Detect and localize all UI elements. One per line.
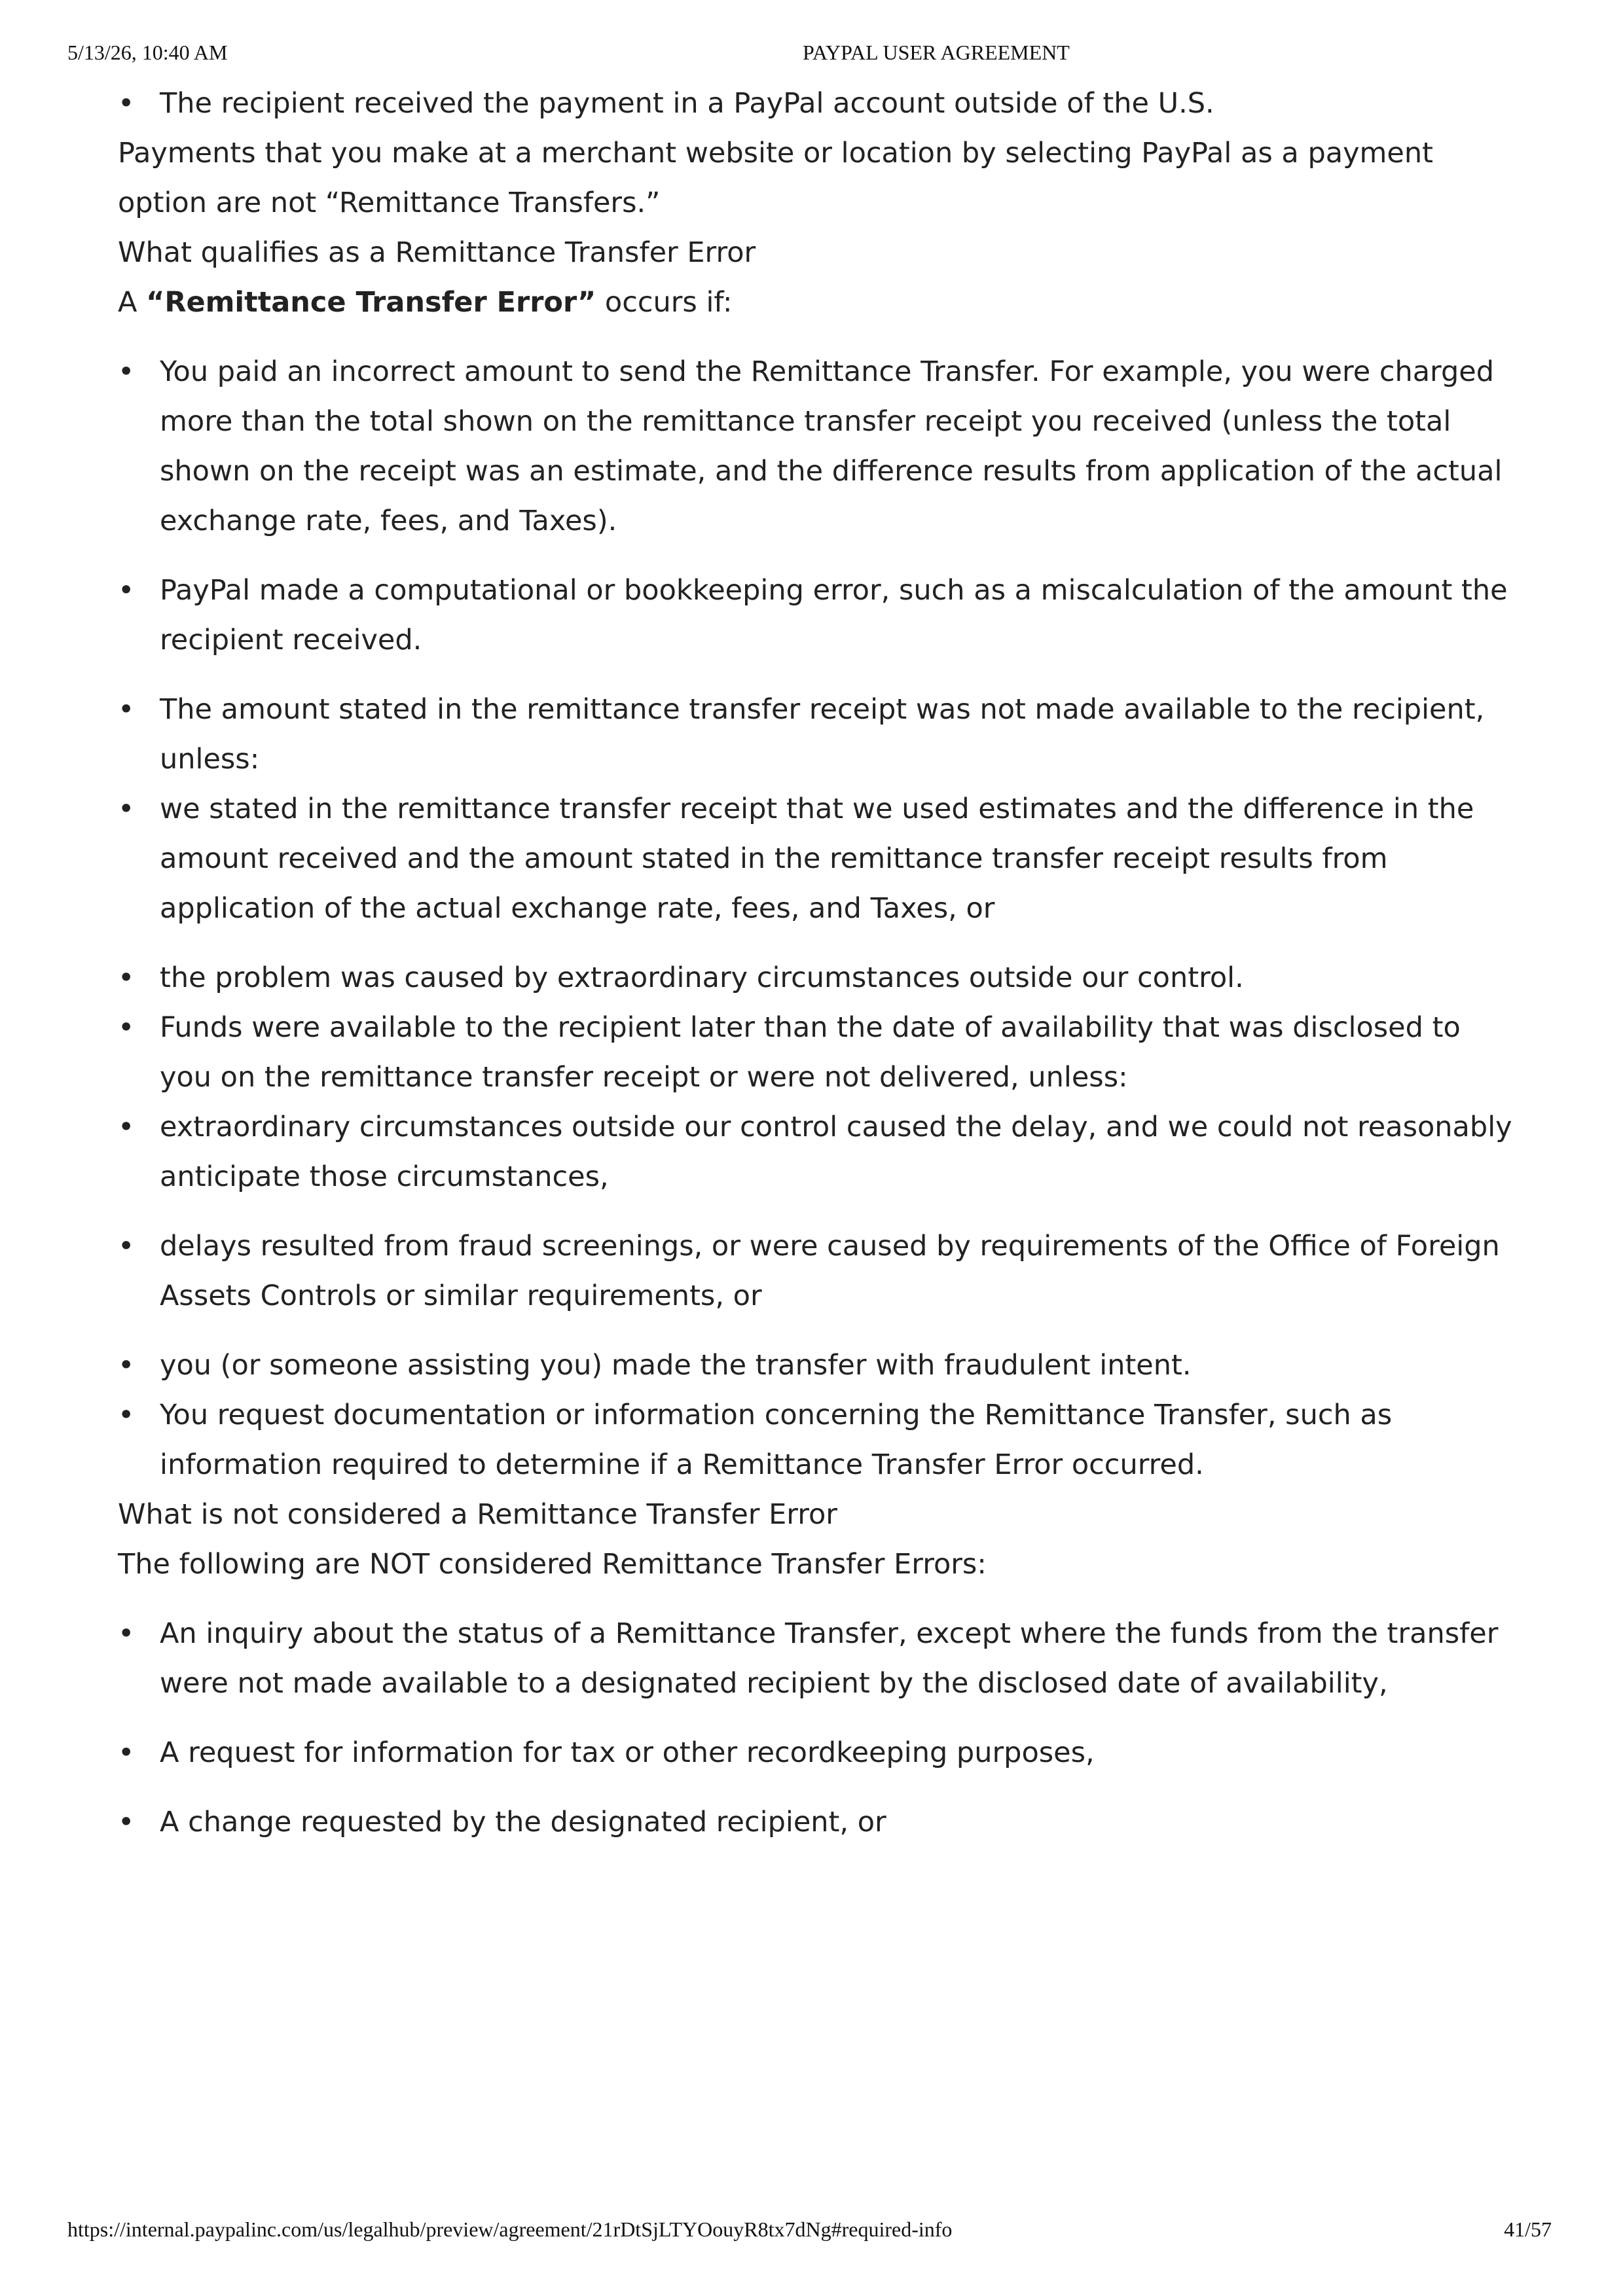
- list-item-text: The recipient received the payment in a PayPal account outside of the U.S.: [160, 87, 1214, 120]
- list-item: [118, 79, 1519, 128]
- bullet-icon: •: [118, 961, 135, 994]
- bullet-icon: •: [118, 1349, 135, 1382]
- top-bullet-list: [118, 79, 1519, 128]
- amount-exception-list: [118, 784, 1519, 1003]
- list-item: [118, 784, 1519, 933]
- list-item: [118, 565, 1519, 665]
- error-list-final: [118, 1390, 1519, 1490]
- list-item-text: You request documentation or information concerning the Remittance Transfer, such as information required to determine if a Remittance Transfer Error occurred.: [160, 1399, 1393, 1481]
- section-heading-not-error: What is not considered a Remittance Transfer Error: [118, 1498, 837, 1531]
- bullet-icon: •: [118, 1011, 135, 1044]
- list-item: [118, 347, 1519, 546]
- list-item-text: Funds were available to the recipient later than the date of availability that was disclosed to you on the remittance transfer receipt or were not delivered, unless:: [160, 1011, 1461, 1094]
- page-number: 41/57: [1504, 2217, 1552, 2241]
- list-item-text: the problem was caused by extraordinary circumstances outside our control.: [160, 961, 1244, 994]
- bullet-icon: •: [118, 793, 135, 825]
- list-item-text: You paid an incorrect amount to send the Remittance Transfer. For example, you were charged more than the total shown on the remittance transfer receipt you received (unless the total shown on the receipt was an estimate, and the difference results from application of the actual exchange rate, fees, and Taxes).: [160, 355, 1503, 537]
- definition-prefix: A: [118, 286, 147, 319]
- list-item-text: delays resulted from fraud screenings, or were caused by requirements of the Office of Foreign Assets Controls or similar requirements, or: [160, 1230, 1500, 1312]
- list-item: [118, 1390, 1519, 1490]
- list-item-text: you (or someone assisting you) made the transfer with fraudulent intent.: [160, 1349, 1192, 1382]
- section-heading-qualifies: What qualifies as a Remittance Transfer Error: [118, 236, 756, 269]
- list-item: [118, 1609, 1519, 1708]
- page-url: https://internal.paypalinc.com/us/legalhub/preview/agreement/21rDtSjLTYOouyR8tx7dNg#required-info: [67, 2217, 953, 2241]
- bullet-icon: •: [118, 1806, 135, 1839]
- bullet-icon: •: [118, 574, 135, 607]
- defined-term: “Remittance Transfer Error”: [146, 286, 596, 319]
- list-item-text: extraordinary circumstances outside our control caused the delay, and we could not reasonably anticipate those circumstances,: [160, 1111, 1512, 1193]
- list-item-text: An inquiry about the status of a Remittance Transfer, except where the funds from the transfer were not made available to a designated recipient by the disclosed date of availability,: [160, 1617, 1499, 1700]
- list-item: [118, 1102, 1519, 1202]
- not-error-list: [118, 1609, 1519, 1847]
- list-item: [118, 1340, 1519, 1390]
- list-item: [118, 1728, 1519, 1778]
- list-item: [118, 953, 1519, 1003]
- list-item: [118, 1797, 1519, 1847]
- bullet-icon: •: [118, 1230, 135, 1263]
- list-item-text: PayPal made a computational or bookkeeping error, such as a miscalculation of the amount the recipient received.: [160, 574, 1508, 656]
- print-datetime: 5/13/26, 10:40 AM: [67, 41, 228, 64]
- print-header: [0, 41, 1623, 69]
- list-item: [118, 1003, 1519, 1102]
- error-list: [118, 347, 1519, 784]
- bullet-icon: •: [118, 1399, 135, 1431]
- bullet-icon: •: [118, 693, 135, 726]
- error-list-continued: [118, 1003, 1519, 1102]
- document-title: PAYPAL USER AGREEMENT: [803, 41, 1070, 64]
- bullet-icon: •: [118, 87, 135, 120]
- print-footer: [0, 2217, 1623, 2246]
- bullet-icon: •: [118, 355, 135, 388]
- bullet-icon: •: [118, 1617, 135, 1650]
- list-item-text: A change requested by the designated recipient, or: [160, 1806, 886, 1839]
- delay-exception-list: [118, 1102, 1519, 1390]
- bullet-icon: •: [118, 1736, 135, 1769]
- list-item-text: we stated in the remittance transfer receipt that we used estimates and the difference in the amount received and the amount stated in the remittance transfer receipt results from application of the actual exchange rate, fees, and Taxes, or: [160, 793, 1474, 925]
- list-item: [118, 685, 1519, 784]
- definition-suffix: occurs if:: [596, 286, 733, 319]
- list-item-text: The amount stated in the remittance transfer receipt was not made available to the recipient, unless:: [160, 693, 1485, 776]
- list-item: [118, 1221, 1519, 1321]
- merchant-paragraph: Payments that you make at a merchant website or location by selecting PayPal as a payment option are not “Remittance Transfers.”: [118, 137, 1433, 219]
- not-error-intro: The following are NOT considered Remittance Transfer Errors:: [118, 1548, 987, 1581]
- list-item-text: A request for information for tax or other recordkeeping purposes,: [160, 1736, 1095, 1769]
- bullet-icon: •: [118, 1111, 135, 1143]
- definition-paragraph: [118, 278, 1519, 327]
- document-body: [118, 79, 1519, 1847]
